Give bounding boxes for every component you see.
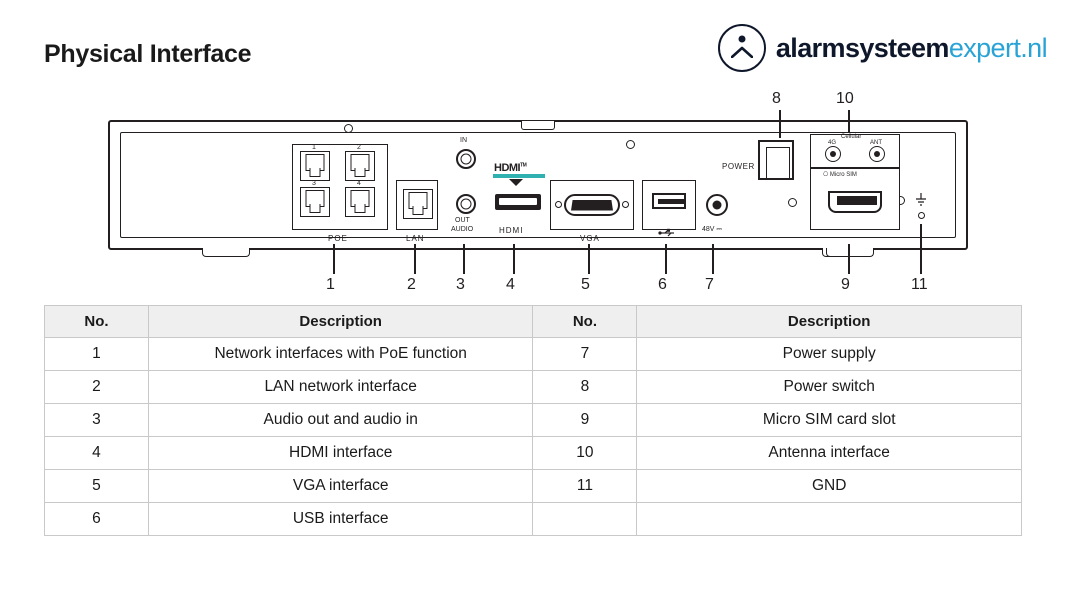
table-row: [45, 503, 1022, 536]
table-header-row: [45, 306, 1022, 338]
micro-sim-label: ⎔ Micro SIM: [823, 172, 857, 178]
vga-screw-right: [622, 201, 629, 208]
lan-port: [403, 189, 433, 219]
poe-label-3: 3: [312, 180, 316, 187]
micro-sim-slot[interactable]: [828, 191, 882, 213]
antenna-ant-connector: [869, 146, 885, 162]
vga-pin-row: [571, 200, 613, 211]
poe-label: POE: [328, 234, 348, 243]
header-no-right: No.: [533, 306, 637, 338]
cellular-4g-label: 4G: [828, 140, 837, 146]
cell-desc-right: Power switch: [637, 371, 1022, 404]
header-no-left: No.: [45, 306, 149, 338]
screw-power: [626, 140, 635, 149]
leader-7: [712, 244, 714, 274]
cellular-antenna-group: [810, 134, 900, 168]
brand-light: expert.nl: [948, 32, 1047, 63]
antenna-4g-connector: [825, 146, 841, 162]
chassis-foot-right-2: [826, 248, 874, 257]
cell-desc-right: Antenna interface: [637, 437, 1022, 470]
wifi-dot: [738, 36, 745, 43]
chevron-up-icon: [731, 46, 753, 58]
audio-out-label: OUT: [455, 217, 470, 224]
audio-in-jack: [456, 149, 476, 169]
header-desc-left: Description: [148, 306, 533, 338]
cell-desc-left: Network interfaces with PoE function: [148, 338, 533, 371]
power-switch[interactable]: [758, 140, 794, 180]
chassis: [108, 120, 968, 250]
hdmi-wordmark: HDMI™: [494, 162, 527, 174]
table-row: [45, 470, 1022, 503]
lan-label: LAN: [406, 234, 425, 243]
poe-label-1: 1: [312, 144, 316, 151]
cellular-ant-label: ANT: [870, 140, 882, 146]
leader-10: [848, 110, 850, 132]
callout-7: 7: [705, 276, 714, 293]
leader-1: [333, 244, 335, 274]
brand-bold: alarmsysteem: [775, 32, 949, 63]
cell-no-left: 5: [45, 470, 149, 503]
chassis-top-notch: [521, 121, 555, 130]
interface-table: [44, 305, 1022, 536]
cell-no-left: 4: [45, 437, 149, 470]
cell-desc-left: Audio out and audio in: [148, 404, 533, 437]
leader-9: [848, 244, 850, 274]
poe-port-1: [300, 151, 330, 181]
cellular-label: Cellular: [841, 134, 862, 140]
cell-no-left: 6: [45, 503, 149, 536]
usb-port-group: [642, 180, 696, 230]
hdmi-label: HDMI: [499, 226, 524, 235]
poe-label-4: 4: [357, 180, 361, 187]
cell-no-right: 9: [533, 404, 637, 437]
leader-2: [414, 244, 416, 274]
device-diagram: [0, 92, 1071, 297]
cell-desc-left: HDMI interface: [148, 437, 533, 470]
wifi-circle-icon: [718, 24, 766, 72]
cell-no-left: 3: [45, 404, 149, 437]
cell-desc-left: LAN network interface: [148, 371, 533, 404]
callout-8: 8: [772, 90, 781, 107]
cell-no-right: 11: [533, 470, 637, 503]
leader-6: [665, 244, 667, 274]
gnd-screw: [918, 212, 925, 219]
callout-3: 3: [456, 276, 465, 293]
cell-desc-left: USB interface: [148, 503, 533, 536]
page-title: Physical Interface: [44, 40, 252, 68]
callout-2: 2: [407, 276, 416, 293]
header-desc-right: Description: [637, 306, 1022, 338]
cell-desc-right: [637, 503, 1022, 536]
callout-9: 9: [841, 276, 850, 293]
lan-port-group: [396, 180, 438, 230]
leader-8: [779, 110, 781, 138]
table-row: [45, 404, 1022, 437]
callout-1: 1: [326, 276, 335, 293]
leader-5: [588, 244, 590, 274]
poe-port-2: [345, 151, 375, 181]
cell-no-left: 1: [45, 338, 149, 371]
micro-sim-group: [810, 168, 900, 230]
screw-top: [344, 124, 353, 133]
cell-no-right: [533, 503, 637, 536]
table-row: [45, 338, 1022, 371]
vga-label: VGA: [580, 234, 600, 243]
audio-label: AUDIO: [451, 226, 474, 233]
dc-power-jack: [706, 194, 728, 216]
cell-no-right: 7: [533, 338, 637, 371]
vga-port: [564, 194, 620, 216]
dc-label: 48V ⎓: [702, 226, 722, 233]
vga-screw-left: [555, 201, 562, 208]
poe-label-2: 2: [357, 144, 361, 151]
callout-10: 10: [836, 90, 854, 107]
poe-port-group: [292, 144, 388, 230]
callout-4: 4: [506, 276, 515, 293]
gnd-icon: [914, 192, 928, 206]
callout-5: 5: [581, 276, 590, 293]
leader-3: [463, 244, 465, 274]
audio-out-jack: [456, 194, 476, 214]
brand-logo: [718, 24, 1047, 72]
callout-6: 6: [658, 276, 667, 293]
cell-no-right: 10: [533, 437, 637, 470]
usb-port: [652, 193, 686, 209]
chassis-foot-left: [202, 248, 250, 257]
vga-port-group: [550, 180, 634, 230]
cell-no-right: 8: [533, 371, 637, 404]
hdmi-tm: TM: [520, 162, 527, 169]
leader-11: [920, 224, 922, 274]
chevron-down-icon: [508, 178, 524, 188]
callout-11: 11: [911, 276, 928, 293]
audio-in-label: IN: [460, 137, 467, 144]
poe-port-3: [300, 187, 330, 217]
cell-no-left: 2: [45, 371, 149, 404]
cell-desc-right: Micro SIM card slot: [637, 404, 1022, 437]
cell-desc-right: Power supply: [637, 338, 1022, 371]
brand-wordmark: [776, 33, 1047, 64]
power-label: POWER: [722, 162, 755, 171]
usb-icon: [658, 228, 680, 238]
poe-port-4: [345, 187, 375, 217]
hdmi-port: [495, 194, 541, 210]
cell-desc-left: VGA interface: [148, 470, 533, 503]
table-row: [45, 371, 1022, 404]
leader-4: [513, 244, 515, 274]
table-row: [45, 437, 1022, 470]
screw-right-1: [788, 198, 797, 207]
cell-desc-right: GND: [637, 470, 1022, 503]
